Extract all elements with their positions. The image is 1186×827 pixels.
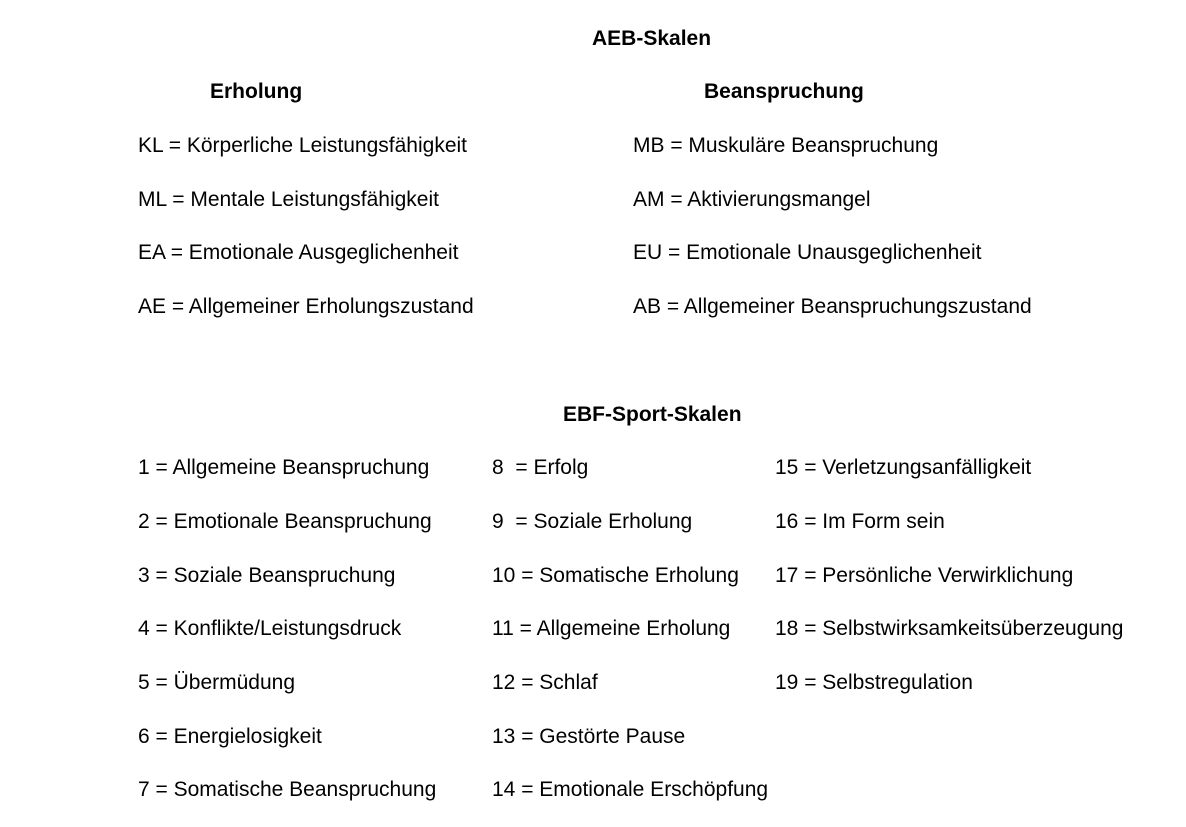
ebf-scale-item: 16 = Im Form sein <box>775 510 945 533</box>
ebf-scale-item: 8 = Erfolg <box>492 456 589 479</box>
ebf-scale-item: 18 = Selbstwirksamkeitsüberzeugung <box>775 617 1124 640</box>
ebf-scale-item: 17 = Persönliche Verwirklichung <box>775 564 1074 587</box>
ebf-scale-item: 11 = Allgemeine Erholung <box>492 617 731 640</box>
recovery-item: ML = Mentale Leistungsfähigkeit <box>138 188 439 211</box>
ebf-scale-item: 5 = Übermüdung <box>138 671 296 694</box>
stress-item: EU = Emotionale Unausgeglichenheit <box>633 241 982 264</box>
recovery-heading: Erholung <box>210 80 303 103</box>
ebf-scale-item: 10 = Somatische Erholung <box>492 564 739 587</box>
ebf-scale-item: 2 = Emotionale Beanspruchung <box>138 510 432 533</box>
aeb-title: AEB-Skalen <box>592 27 712 50</box>
ebf-scale-item: 12 = Schlaf <box>492 671 598 694</box>
recovery-item: EA = Emotionale Ausgeglichenheit <box>138 241 459 264</box>
stress-item: AB = Allgemeiner Beanspruchungszustand <box>633 295 1032 318</box>
stress-heading: Beanspruchung <box>704 80 864 103</box>
ebf-scale-item: 1 = Allgemeine Beanspruchung <box>138 456 430 479</box>
stress-item: MB = Muskuläre Beanspruchung <box>633 134 939 157</box>
ebf-scale-item: 9 = Soziale Erholung <box>492 510 693 533</box>
ebf-scale-item: 13 = Gestörte Pause <box>492 725 686 748</box>
ebf-scale-item: 7 = Somatische Beanspruchung <box>138 778 437 801</box>
ebf-scale-item: 19 = Selbstregulation <box>775 671 973 694</box>
ebf-scale-item: 4 = Konflikte/Leistungsdruck <box>138 617 402 640</box>
ebf-scale-item: 6 = Energielosigkeit <box>138 725 322 748</box>
ebf-scale-item: 15 = Verletzungsanfälligkeit <box>775 456 1032 479</box>
recovery-item: AE = Allgemeiner Erholungszustand <box>138 295 474 318</box>
ebf-scale-item: 3 = Soziale Beanspruchung <box>138 564 396 587</box>
ebf-scale-item: 14 = Emotionale Erschöpfung <box>492 778 769 801</box>
recovery-item: KL = Körperliche Leistungsfähigkeit <box>138 134 468 157</box>
ebf-title: EBF-Sport-Skalen <box>563 403 742 426</box>
stress-item: AM = Aktivierungsmangel <box>633 188 871 211</box>
